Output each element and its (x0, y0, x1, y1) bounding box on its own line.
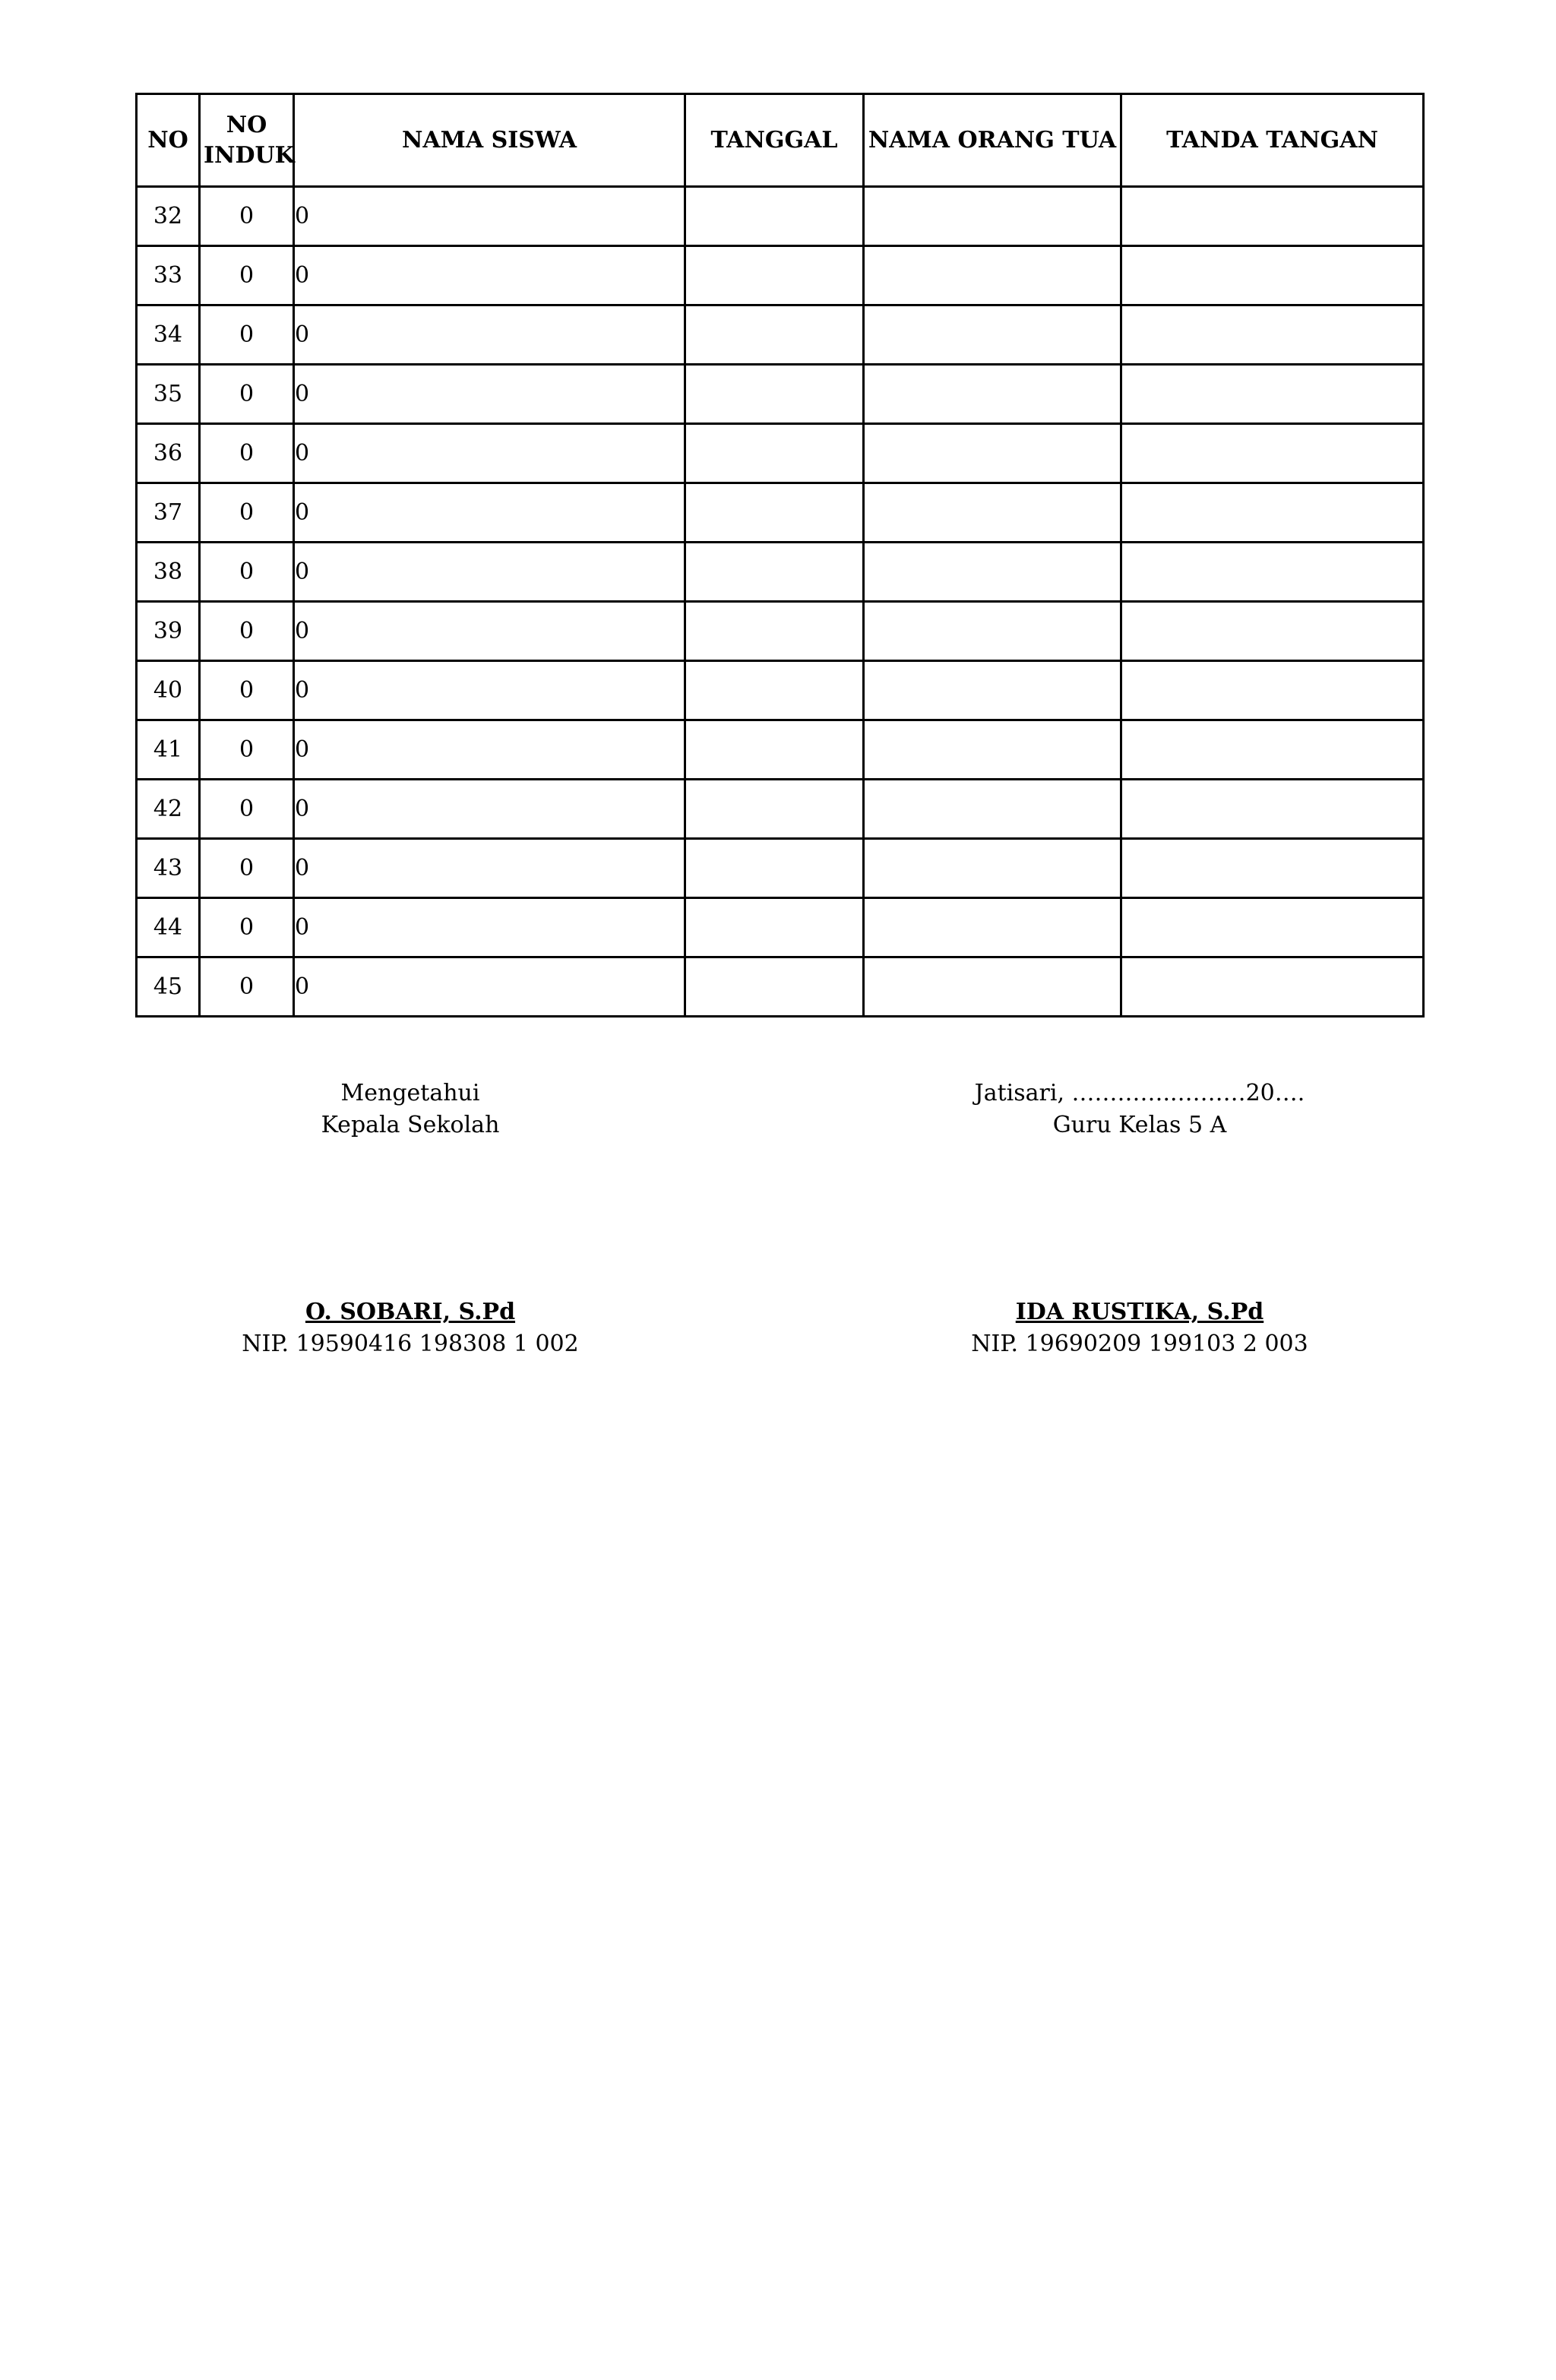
header-no (137, 94, 200, 187)
cell-tanggal (685, 483, 864, 543)
cell-nama-orang-tua (864, 424, 1121, 483)
cell-nama-siswa: 0 (294, 365, 685, 424)
cell-tanggal (685, 957, 864, 1017)
cell-no: 38 (137, 543, 200, 602)
cell-tanda-tangan (1121, 839, 1424, 898)
cell-no-induk: 0 (200, 305, 294, 365)
cell-tanda-tangan (1121, 720, 1424, 780)
signature-right-nip: NIP. 19690209 199103 2 003 (971, 1331, 1308, 1357)
table-row (137, 898, 1424, 957)
header-tanggal (685, 94, 864, 187)
cell-tanda-tangan (1121, 957, 1424, 1017)
cell-tanda-tangan (1121, 780, 1424, 839)
cell-tanggal (685, 187, 864, 246)
cell-tanda-tangan (1121, 424, 1424, 483)
cell-no: 32 (137, 187, 200, 246)
cell-nama-siswa: 0 (294, 305, 685, 365)
table-row (137, 305, 1424, 365)
cell-tanda-tangan (1121, 898, 1424, 957)
cell-tanda-tangan (1121, 661, 1424, 720)
table-row (137, 780, 1424, 839)
cell-nama-siswa: 0 (294, 661, 685, 720)
signature-right-name: IDA RUSTIKA, S.Pd (1015, 1299, 1264, 1325)
cell-no-induk: 0 (200, 543, 294, 602)
cell-tanggal (685, 780, 864, 839)
cell-tanggal (685, 661, 864, 720)
cell-no-induk: 0 (200, 365, 294, 424)
cell-nama-siswa: 0 (294, 543, 685, 602)
cell-no: 36 (137, 424, 200, 483)
signature-right-footer (950, 1296, 1330, 1360)
cell-tanggal (685, 898, 864, 957)
header-no-induk-line2: INDUK (204, 141, 295, 169)
table-row (137, 543, 1424, 602)
header-nama-orang-tua (864, 94, 1121, 187)
cell-nama-siswa: 0 (294, 780, 685, 839)
table-body (137, 187, 1424, 1017)
cell-nama-orang-tua (864, 246, 1121, 305)
cell-no: 34 (137, 305, 200, 365)
cell-nama-siswa: 0 (294, 246, 685, 305)
cell-nama-siswa: 0 (294, 898, 685, 957)
cell-no: 43 (137, 839, 200, 898)
cell-tanda-tangan (1121, 483, 1424, 543)
cell-no: 45 (137, 957, 200, 1017)
table-row (137, 246, 1424, 305)
cell-nama-orang-tua (864, 957, 1121, 1017)
signature-right-line2: Guru Kelas 5 A (1052, 1112, 1227, 1138)
cell-no-induk: 0 (200, 483, 294, 543)
header-tanda-tangan-label: TANDA TANGAN (1166, 126, 1378, 153)
table-row (137, 424, 1424, 483)
table-row (137, 483, 1424, 543)
cell-tanda-tangan (1121, 602, 1424, 661)
signature-left-heading (220, 1078, 600, 1141)
header-no-label: NO (147, 126, 188, 153)
cell-no: 41 (137, 720, 200, 780)
cell-nama-orang-tua (864, 365, 1121, 424)
cell-nama-orang-tua (864, 898, 1121, 957)
cell-nama-orang-tua (864, 602, 1121, 661)
cell-no: 39 (137, 602, 200, 661)
cell-tanggal (685, 246, 864, 305)
cell-nama-siswa: 0 (294, 483, 685, 543)
table-header-row (137, 94, 1424, 187)
cell-nama-orang-tua (864, 661, 1121, 720)
cell-nama-siswa: 0 (294, 839, 685, 898)
signature-left-footer (220, 1296, 600, 1360)
table-row (137, 365, 1424, 424)
header-nama-orang-tua-label: NAMA ORANG TUA (868, 126, 1117, 153)
student-register-table (135, 93, 1425, 1018)
cell-tanda-tangan (1121, 187, 1424, 246)
cell-nama-orang-tua (864, 483, 1121, 543)
cell-tanda-tangan (1121, 305, 1424, 365)
cell-no: 35 (137, 365, 200, 424)
cell-no-induk: 0 (200, 187, 294, 246)
signature-left-line1: Mengetahui (340, 1080, 480, 1106)
signature-left-line2: Kepala Sekolah (321, 1112, 500, 1138)
header-no-induk-line1: NO (226, 111, 267, 138)
signature-right-heading (950, 1078, 1330, 1141)
header-nama-siswa-label: NAMA SISWA (401, 126, 577, 153)
header-nama-siswa (294, 94, 685, 187)
cell-tanggal (685, 839, 864, 898)
cell-tanda-tangan (1121, 365, 1424, 424)
header-tanggal-label: TANGGAL (710, 126, 838, 153)
cell-tanggal (685, 305, 864, 365)
cell-nama-orang-tua (864, 543, 1121, 602)
cell-no-induk: 0 (200, 720, 294, 780)
cell-nama-siswa: 0 (294, 187, 685, 246)
cell-nama-siswa: 0 (294, 424, 685, 483)
cell-nama-siswa: 0 (294, 602, 685, 661)
cell-nama-orang-tua (864, 187, 1121, 246)
cell-nama-orang-tua (864, 839, 1121, 898)
cell-no: 44 (137, 898, 200, 957)
cell-tanggal (685, 424, 864, 483)
signature-right-line1: Jatisari, …………..………20…. (974, 1080, 1305, 1106)
cell-no-induk: 0 (200, 661, 294, 720)
cell-no-induk: 0 (200, 246, 294, 305)
cell-tanda-tangan (1121, 543, 1424, 602)
cell-no-induk: 0 (200, 898, 294, 957)
cell-nama-orang-tua (864, 720, 1121, 780)
header-tanda-tangan (1121, 94, 1424, 187)
cell-nama-orang-tua (864, 780, 1121, 839)
table-row (137, 839, 1424, 898)
cell-tanda-tangan (1121, 246, 1424, 305)
cell-tanggal (685, 543, 864, 602)
cell-nama-siswa: 0 (294, 957, 685, 1017)
cell-no: 42 (137, 780, 200, 839)
cell-no-induk: 0 (200, 780, 294, 839)
cell-tanggal (685, 720, 864, 780)
cell-tanggal (685, 365, 864, 424)
cell-no: 40 (137, 661, 200, 720)
header-no-induk (200, 94, 294, 187)
cell-no-induk: 0 (200, 602, 294, 661)
table-row (137, 957, 1424, 1017)
signature-left-nip: NIP. 19590416 198308 1 002 (242, 1331, 579, 1357)
signature-left-name: O. SOBARI, S.Pd (305, 1299, 516, 1325)
cell-no: 33 (137, 246, 200, 305)
cell-nama-siswa: 0 (294, 720, 685, 780)
cell-no: 37 (137, 483, 200, 543)
table-row (137, 187, 1424, 246)
cell-no-induk: 0 (200, 839, 294, 898)
table-row (137, 602, 1424, 661)
cell-nama-orang-tua (864, 305, 1121, 365)
table-row (137, 661, 1424, 720)
cell-no-induk: 0 (200, 957, 294, 1017)
cell-tanggal (685, 602, 864, 661)
table-row (137, 720, 1424, 780)
cell-no-induk: 0 (200, 424, 294, 483)
